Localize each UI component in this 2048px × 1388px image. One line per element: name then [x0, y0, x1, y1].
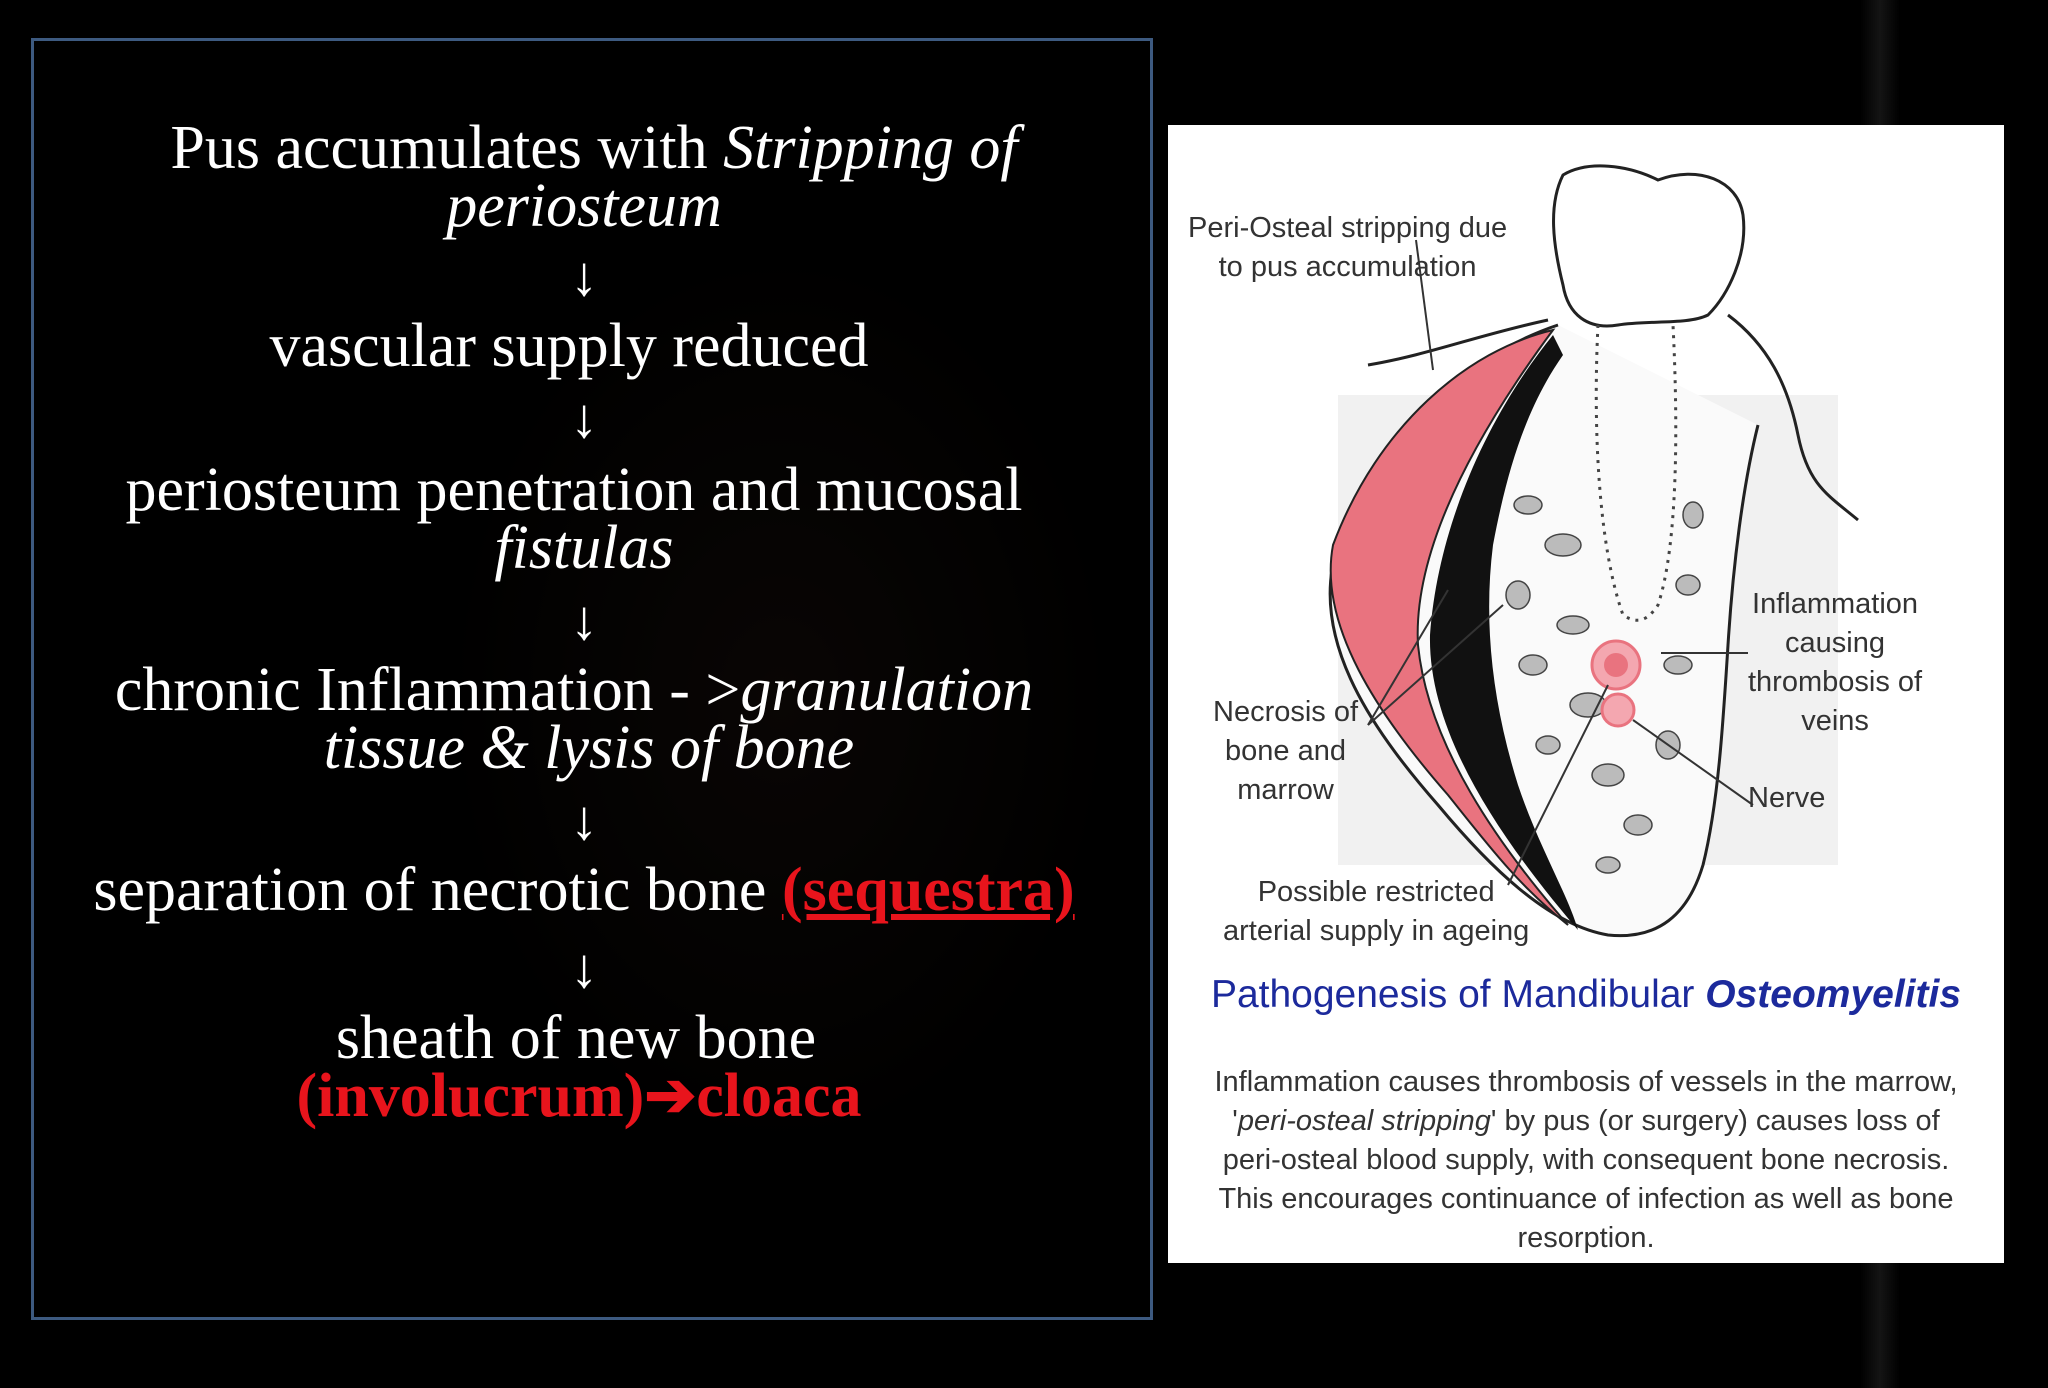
flow-step-inflammation: chronic Inflammation - >granulation	[114, 656, 1034, 724]
osteomyelitis-figure	[1168, 125, 2004, 1263]
flow-step-inflammation-cont: tissue & lysis of bone	[323, 714, 855, 782]
arrow-down-icon: ↓	[570, 246, 598, 308]
flow-step-pus: Pus accumulates with Stripping of	[170, 114, 1018, 182]
vein-core	[1604, 653, 1628, 677]
flow-panel	[31, 38, 1153, 1320]
label-inflammation: Inflammation causing thrombosis of veins	[1748, 588, 1923, 737]
label-nerve: Nerve	[1748, 782, 1826, 814]
flow-step-involucrum: (involucrum)➔cloaca	[296, 1062, 862, 1130]
flow-step-penetration-cont: fistulas	[494, 514, 674, 582]
flow-step-pus-cont: periosteum	[446, 172, 722, 240]
tooth-crown	[1554, 166, 1744, 326]
flow-step-vascular: vascular supply reduced	[269, 312, 869, 380]
flow-step-penetration: periosteum penetration and mucosal	[125, 456, 1023, 524]
label-arterial-supply: Possible restricted arterial supply in ageing	[1223, 876, 1530, 947]
figure-title: Pathogenesis of Mandibular Osteomyelitis	[1210, 973, 1962, 1016]
arrow-down-icon: ↓	[570, 790, 598, 852]
arrow-right-icon: ➔	[644, 1062, 697, 1130]
arrow-down-icon: ↓	[570, 938, 598, 1000]
figure-caption: Inflammation causes thrombosis of vessels in the marrow, 'peri-osteal stripping' by pus (or surgery) causes loss of peri-osteal blood supply, with consequent bone necrosis. This encourages continuance of infection as well as bone resorption.	[1214, 1066, 1958, 1254]
flow-step-sequestra: separation of necrotic bone (sequestra)	[93, 856, 1075, 924]
nerve-icon	[1602, 694, 1634, 726]
arrow-down-icon: ↓	[570, 590, 598, 652]
flow-step-sheath: sheath of new bone	[335, 1004, 817, 1072]
arrow-down-icon: ↓	[570, 388, 598, 450]
label-necrosis: Necrosis of bone and marrow	[1213, 696, 1359, 806]
label-periosteal-stripping: Peri-Osteal stripping due to pus accumulation	[1188, 212, 1508, 283]
